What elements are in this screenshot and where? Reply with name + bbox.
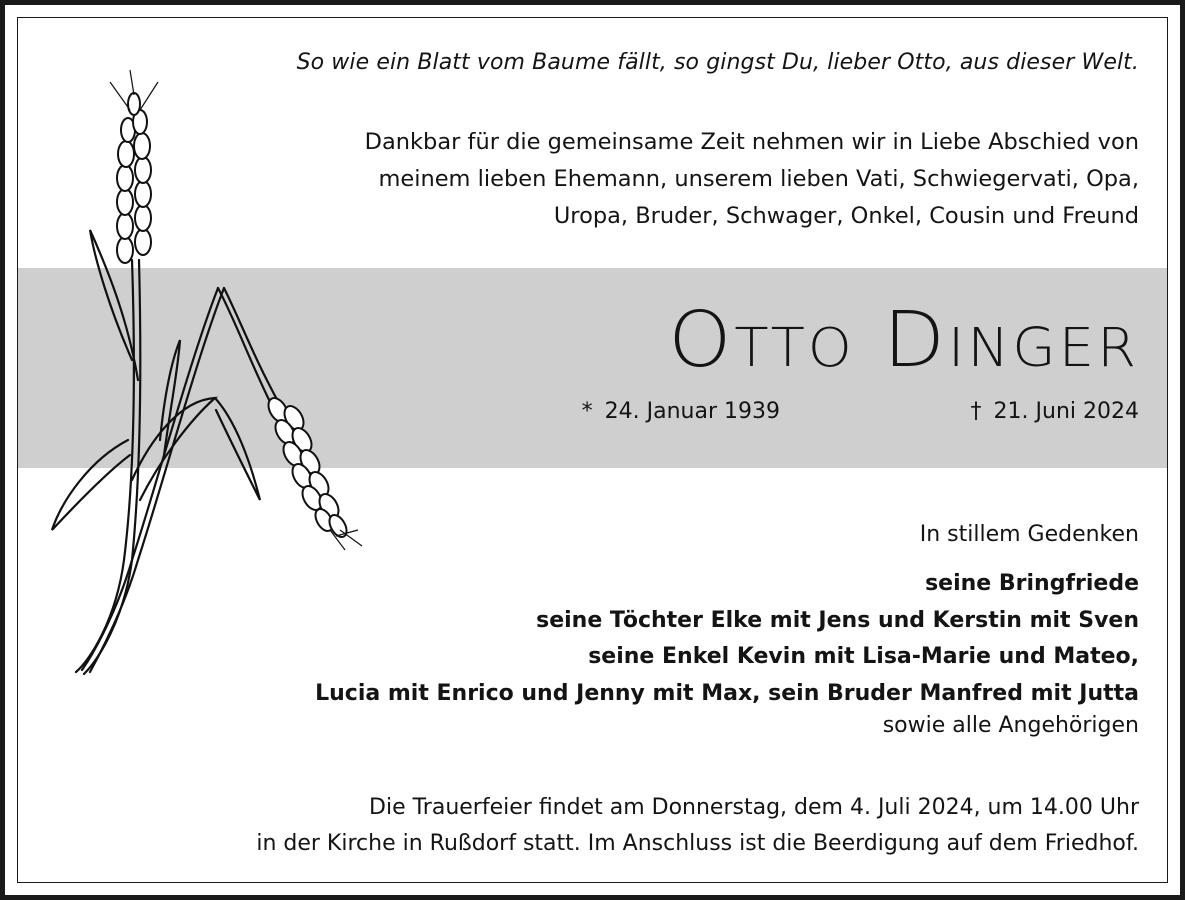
intro-line: meinem lieben Ehemann, unserem lieben Vati, Schwiegervati, Opa,: [378, 166, 1139, 192]
quote: So wie ein Blatt vom Baume fällt, so gingst Du, lieber Otto, aus dieser Welt.: [296, 50, 1139, 75]
mourner-line: seine Enkel Kevin mit Lisa-Marie und Mateo,: [588, 644, 1139, 669]
mourners-list: [315, 566, 1139, 712]
memory-line: In stillem Gedenken: [919, 522, 1139, 547]
intro-line: Uropa, Bruder, Schwager, Onkel, Cousin und Freund: [553, 203, 1139, 229]
intro-line: Dankbar für die gemeinsame Zeit nehmen wir in Liebe Abschied von: [364, 129, 1139, 155]
deceased-name: Otto Dinger: [668, 294, 1139, 385]
service-line: Die Trauerfeier findet am Donnerstag, dem 4. Juli 2024, um 14.00 Uhr: [369, 795, 1139, 820]
mourner-line: seine Bringfriede: [925, 571, 1139, 596]
service-info: [256, 790, 1139, 862]
birth-date: [582, 399, 780, 424]
birth-date-text: 24. Januar 1939: [604, 399, 780, 424]
birth-symbol: *: [581, 399, 593, 424]
mourner-line: seine Töchter Elke mit Jens und Kerstin mit Sven: [536, 607, 1139, 633]
death-date: [971, 399, 1139, 424]
death-symbol: †: [970, 399, 982, 424]
service-line: in der Kirche in Rußdorf statt. Im Anschluss ist die Beerdigung auf dem Friedhof.: [256, 831, 1139, 856]
mourner-line: Lucia mit Enrico und Jenny mit Max, sein Bruder Manfred mit Jutta: [315, 680, 1139, 706]
others-line: sowie alle Angehörigen: [882, 713, 1139, 738]
death-date-text: 21. Juni 2024: [993, 399, 1139, 424]
intro-text: [365, 124, 1139, 235]
